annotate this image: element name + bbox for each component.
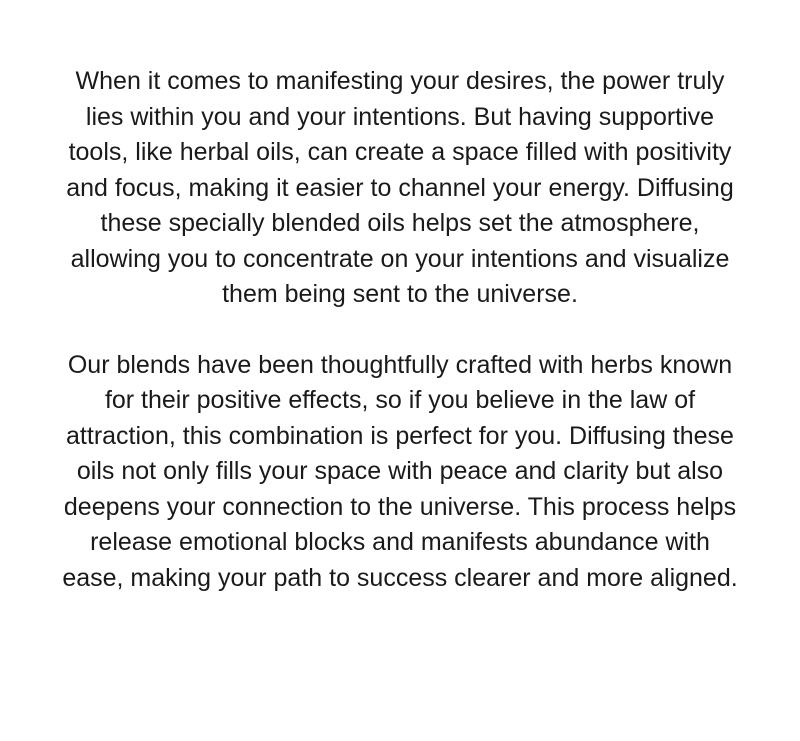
document-body xyxy=(60,64,740,596)
paragraph-blends-description: Our blends have been thoughtfully crafted with herbs known for their positive effects, so if you believe in the law of attraction, this combination is perfect for you. Diffusing these oils not only fills your space with peace and clarity but also deepens your connection to the universe. This process helps release emotional blocks and manifests abundance with ease, making your path to success clearer and more aligned. xyxy=(62,350,738,592)
paragraph-manifesting-intro: When it comes to manifesting your desires, the power truly lies within you and your intentions. But having supportive tools, like herbal oils, can create a space filled with positivity and focus, making it easier to channel your energy. Diffusing these specially blended oils helps set the atmosphere, allowing you to concentrate on your intentions and visualize them being sent to the universe. xyxy=(66,67,734,308)
